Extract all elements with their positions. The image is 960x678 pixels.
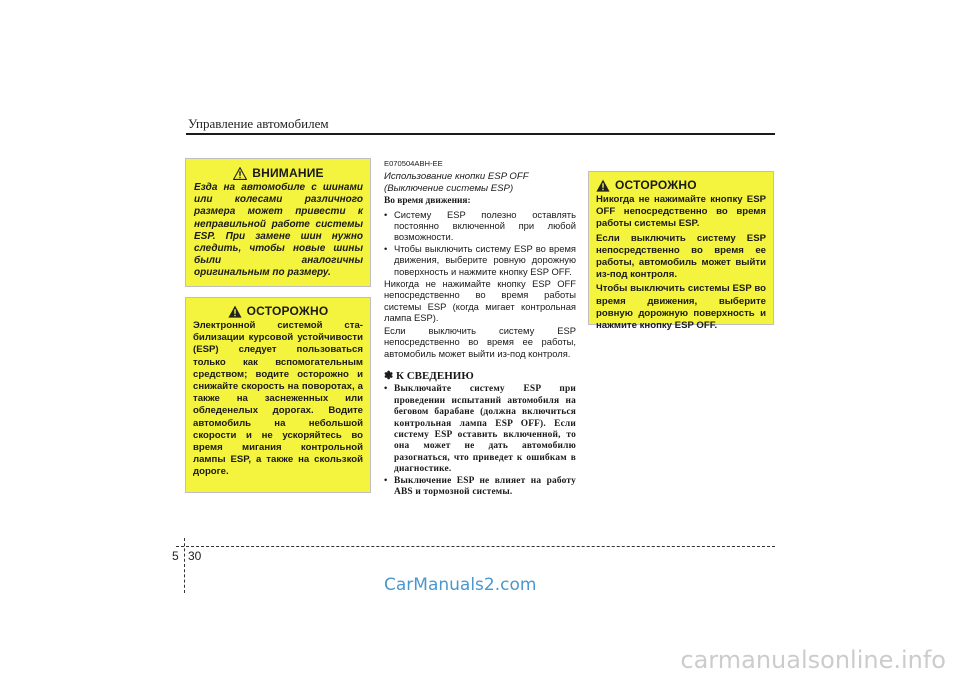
caution-title-right: ОСТОРОЖНО: [615, 178, 697, 192]
caution-text-left: Электронной системой ста-билизации курсовой устойчивости (ESP) следует пользоваться только как вспомогательным средством; водите осторожно и снижайте скорость на поворотах, а также на заснеженных или обледенелых дорогах. Водите автомобиль на небольшой скорости и не ускоряйтесь во время мигания контрольной лампы ESP, а также на скользкой дороге.: [193, 320, 363, 478]
warning-title: ВНИМАНИЕ: [252, 166, 324, 180]
section-code: E070504ABH-EE: [384, 159, 443, 168]
caution-paragraph: Если выключить систему ESP непосредственно во время ее работы, автомобиль может выйти из-под контроля.: [596, 232, 766, 281]
list-item: • Систему ESP полезно оставлять постоянно включенной при любой возможности.: [384, 209, 576, 243]
main-column: [384, 158, 576, 498]
caution-box-right: [588, 171, 774, 332]
list-item: • Выключение ESP не влияет на работу ABS и тормозной системы.: [384, 476, 576, 499]
caution-triangle-icon: [228, 305, 242, 318]
warning-text: Езда на автомобиле с шинами или колесами различного размера может привести к неправильной работе системы ESP. При замене шин нужно следить, чтобы новые шины были аналогичны оригинальным по размеру.: [194, 182, 363, 279]
caution-paragraph: Никогда не нажимайте кнопку ESP OFF непосредственно во время работы системы ESP.: [596, 194, 766, 230]
caution-triangle-icon: [596, 179, 610, 192]
paragraph-1: Никогда не нажимайте кнопку ESP OFF непосредственно во время работы системы ESP (когда мигает контрольная лампа ESP).: [384, 278, 576, 324]
list-item: • Выключайте систему ESP при проведении испытаний автомобиля на беговом барабане (должна включиться контрольная лампа ESP OFF). Если систему ESP оставить включенной, то она может не дать автомобилю разогнаться, что приведет к ошибкам в диагностике.: [384, 384, 576, 475]
caution-text-right: [596, 194, 766, 332]
warning-triangle-icon: [233, 167, 247, 180]
caution-header-left: [193, 304, 363, 318]
footer-rule: [176, 546, 775, 547]
chapter-number: 5: [172, 549, 179, 563]
caution-box-left: [185, 297, 371, 493]
watermark-carmanuals2[interactable]: CarManuals2.com: [384, 575, 537, 595]
paragraph-2: Если выключить систему ESP непосредственно во время ее работы, автомобиль может выйти из-под контроля.: [384, 324, 576, 359]
list-item: • Чтобы выключить систему ESP во время движения, выберите ровную дорожную поверхность и нажмите кнопку ESP OFF.: [384, 243, 576, 277]
page-number: 30: [188, 549, 202, 563]
warning-box: [185, 158, 371, 287]
watermark-carmanualsonline[interactable]: carmanualsonline.info: [680, 646, 946, 674]
warning-header: [194, 166, 363, 180]
caution-header-right: [596, 178, 766, 192]
subheading: Во время движения:: [384, 196, 471, 207]
title-rule: [186, 133, 775, 135]
right-column: [588, 171, 774, 332]
footer-divider: [184, 538, 185, 593]
caution-title-left: ОСТОРОЖНО: [246, 304, 329, 318]
section-title: Использование кнопки ESP OFF (Выключение системы ESP): [384, 171, 529, 194]
bullet-list: [384, 209, 576, 277]
caution-paragraph: Чтобы выключить системы ESP во время движения, выберите ровную дорожную поверхность и нажмите кнопку ESP OFF.: [596, 283, 766, 332]
note-title: ✽ К СВЕДЕНИЮ: [384, 369, 474, 382]
note-list: [384, 384, 576, 498]
left-column: [185, 158, 371, 493]
page-title: Управление автомобилем: [188, 116, 329, 131]
